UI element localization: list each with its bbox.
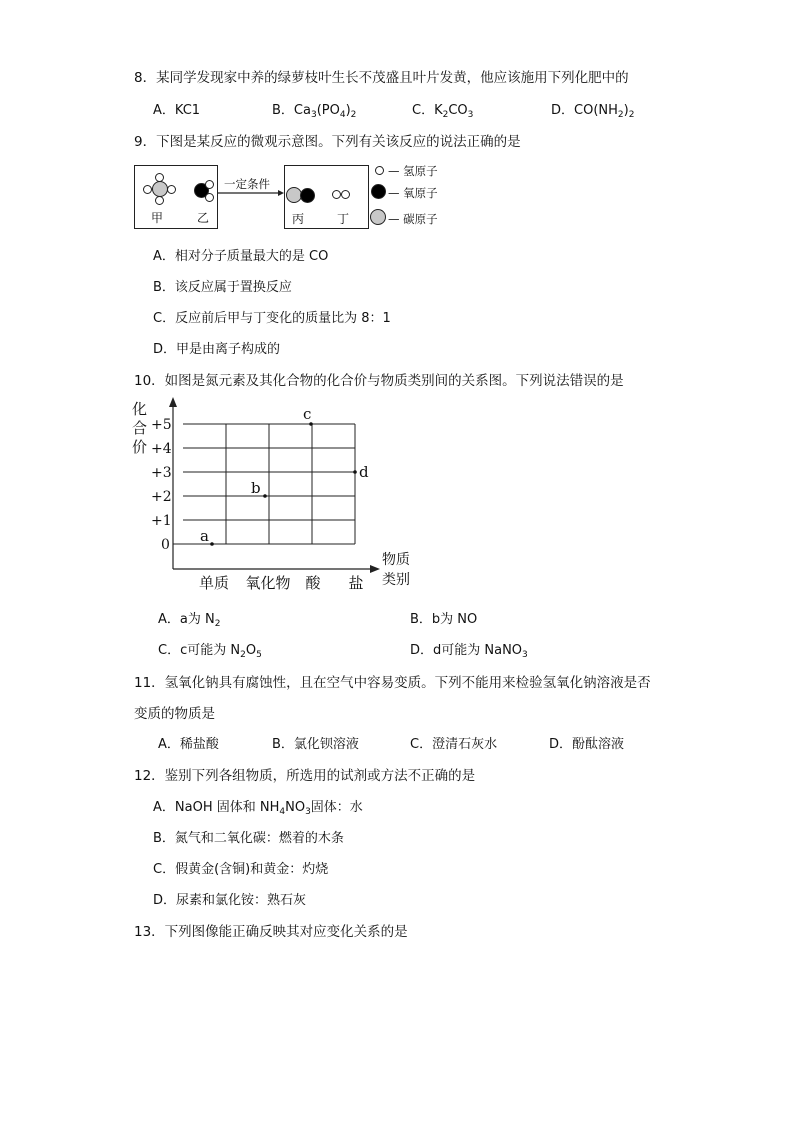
data-point-d bbox=[353, 470, 357, 474]
hydrogen-atom bbox=[143, 185, 152, 194]
q10-option-b: B．b为 NO bbox=[410, 612, 478, 627]
valence-chart bbox=[128, 393, 420, 598]
legend-carbon-icon bbox=[370, 209, 386, 225]
x-tick-label: 氧化物 bbox=[245, 574, 291, 592]
chart-axes bbox=[169, 397, 380, 573]
q8-option-b: B．$Ca_3(PO_4)_2$ bbox=[272, 103, 357, 120]
legend-hydrogen-icon bbox=[375, 166, 384, 175]
q9-option-b: B．该反应属于置换反应 bbox=[153, 280, 292, 295]
data-point-b bbox=[263, 494, 267, 498]
data-label-a: a bbox=[200, 527, 209, 545]
x-tick-label: 单质 bbox=[198, 574, 230, 592]
q12-option-d: D．尿素和氯化铵：熟石灰 bbox=[153, 893, 307, 908]
hydrogen-atom bbox=[155, 173, 164, 182]
legend-carbon: — 碳原子 bbox=[388, 212, 438, 226]
legend-hydrogen: — 氢原子 bbox=[388, 164, 438, 178]
y-axis-label-char: 合 bbox=[132, 419, 148, 437]
q9-option-a: A．相对分子质量最大的是 CO bbox=[153, 249, 329, 264]
q10-option-d: D．d可能为 NaNO$_3$ bbox=[410, 643, 528, 660]
data-points bbox=[200, 405, 369, 546]
x-axis-label-line: 物质 bbox=[382, 552, 410, 568]
q11-option-b: B．氯化钡溶液 bbox=[272, 737, 359, 752]
x-axis-arrow bbox=[370, 565, 380, 573]
hydrogen-atom bbox=[205, 180, 214, 189]
x-tick-labels bbox=[199, 574, 364, 592]
q11-stem-line2: 变质的物质是 bbox=[134, 706, 215, 722]
label-jia: 甲 bbox=[151, 211, 164, 225]
hydrogen-atom bbox=[332, 190, 341, 199]
chart-grid bbox=[183, 424, 355, 544]
q8-option-c: C．$K_2CO_3$ bbox=[412, 103, 474, 120]
data-label-b: b bbox=[251, 479, 261, 497]
data-label-c: c bbox=[303, 405, 312, 423]
q11-stem-line1: 11．氢氧化钠具有腐蚀性，且在空气中容易变质。下列不能用来检验氢氧化钠溶液是否 bbox=[134, 675, 651, 691]
data-label-d: d bbox=[359, 463, 369, 481]
hydrogen-atom bbox=[155, 196, 164, 205]
label-bing: 丙 bbox=[292, 212, 305, 226]
y-tick-label: +4 bbox=[151, 441, 172, 457]
legend-oxygen-icon bbox=[371, 184, 386, 199]
q11-option-c: C．澄清石灰水 bbox=[410, 737, 498, 752]
q12-option-c: C．假黄金(含铜)和黄金：灼烧 bbox=[153, 862, 329, 877]
y-axis-label-char: 化 bbox=[132, 400, 148, 418]
q9-option-d: D．甲是由离子构成的 bbox=[153, 342, 281, 357]
y-tick-labels bbox=[151, 417, 172, 553]
label-ding: 丁 bbox=[337, 212, 350, 226]
q10-stem: 10．如图是氮元素及其化合物的化合价与物质类别间的关系图。下列说法错误的是 bbox=[134, 373, 624, 389]
y-axis-arrow bbox=[169, 397, 177, 407]
oxygen-atom bbox=[300, 188, 315, 203]
q9-option-c: C．反应前后甲与丁变化的质量比为 8：1 bbox=[153, 311, 391, 326]
q12-option-a: A．NaOH 固体和 $NH_4NO_3$固体：水 bbox=[153, 800, 363, 817]
q11-option-a: A．稀盐酸 bbox=[158, 737, 219, 752]
q12-option-b: B．氮气和二氧化碳：燃着的木条 bbox=[153, 831, 344, 846]
hydrogen-atom bbox=[167, 185, 176, 194]
x-axis-label-line: 类别 bbox=[382, 572, 410, 588]
q8-option-a: A．KC1 bbox=[153, 103, 201, 118]
q8-option-d: D．$CO(NH_2)_2$ bbox=[551, 103, 635, 120]
data-point-a bbox=[210, 542, 214, 546]
label-yi: 乙 bbox=[197, 211, 210, 225]
y-tick-label: 0 bbox=[161, 537, 170, 553]
q10-option-a: A．a为 $N_2$ bbox=[158, 612, 221, 629]
y-tick-label: +2 bbox=[151, 489, 172, 505]
y-axis-label-char: 价 bbox=[132, 438, 148, 456]
q12-stem: 12．鉴别下列各组物质，所选用的试剂或方法不正确的是 bbox=[134, 768, 476, 784]
reaction-condition: 一定条件 bbox=[224, 177, 270, 191]
q8-stem: 8．某同学发现家中养的绿萝枝叶生长不茂盛且叶片发黄，他应该施用下列化肥中的 bbox=[134, 70, 629, 86]
y-tick-label: +1 bbox=[151, 513, 172, 529]
legend-oxygen: — 氧原子 bbox=[388, 186, 438, 200]
q9-stem: 9．下图是某反应的微观示意图。下列有关该反应的说法正确的是 bbox=[134, 134, 521, 150]
carbon-atom bbox=[152, 181, 168, 197]
x-tick-label: 酸 bbox=[305, 574, 321, 592]
hydrogen-atom bbox=[205, 193, 214, 202]
x-tick-label: 盐 bbox=[348, 574, 364, 592]
y-tick-label: +5 bbox=[151, 417, 172, 433]
arrow-icon bbox=[216, 188, 284, 198]
q10-option-c: C．c可能为 $N_2O_5$ bbox=[158, 643, 262, 660]
q13-stem: 13．下列图像能正确反映其对应变化关系的是 bbox=[134, 924, 408, 940]
hydrogen-atom bbox=[341, 190, 350, 199]
y-tick-label: +3 bbox=[151, 465, 172, 481]
q11-option-d: D．酚酞溶液 bbox=[549, 737, 625, 752]
